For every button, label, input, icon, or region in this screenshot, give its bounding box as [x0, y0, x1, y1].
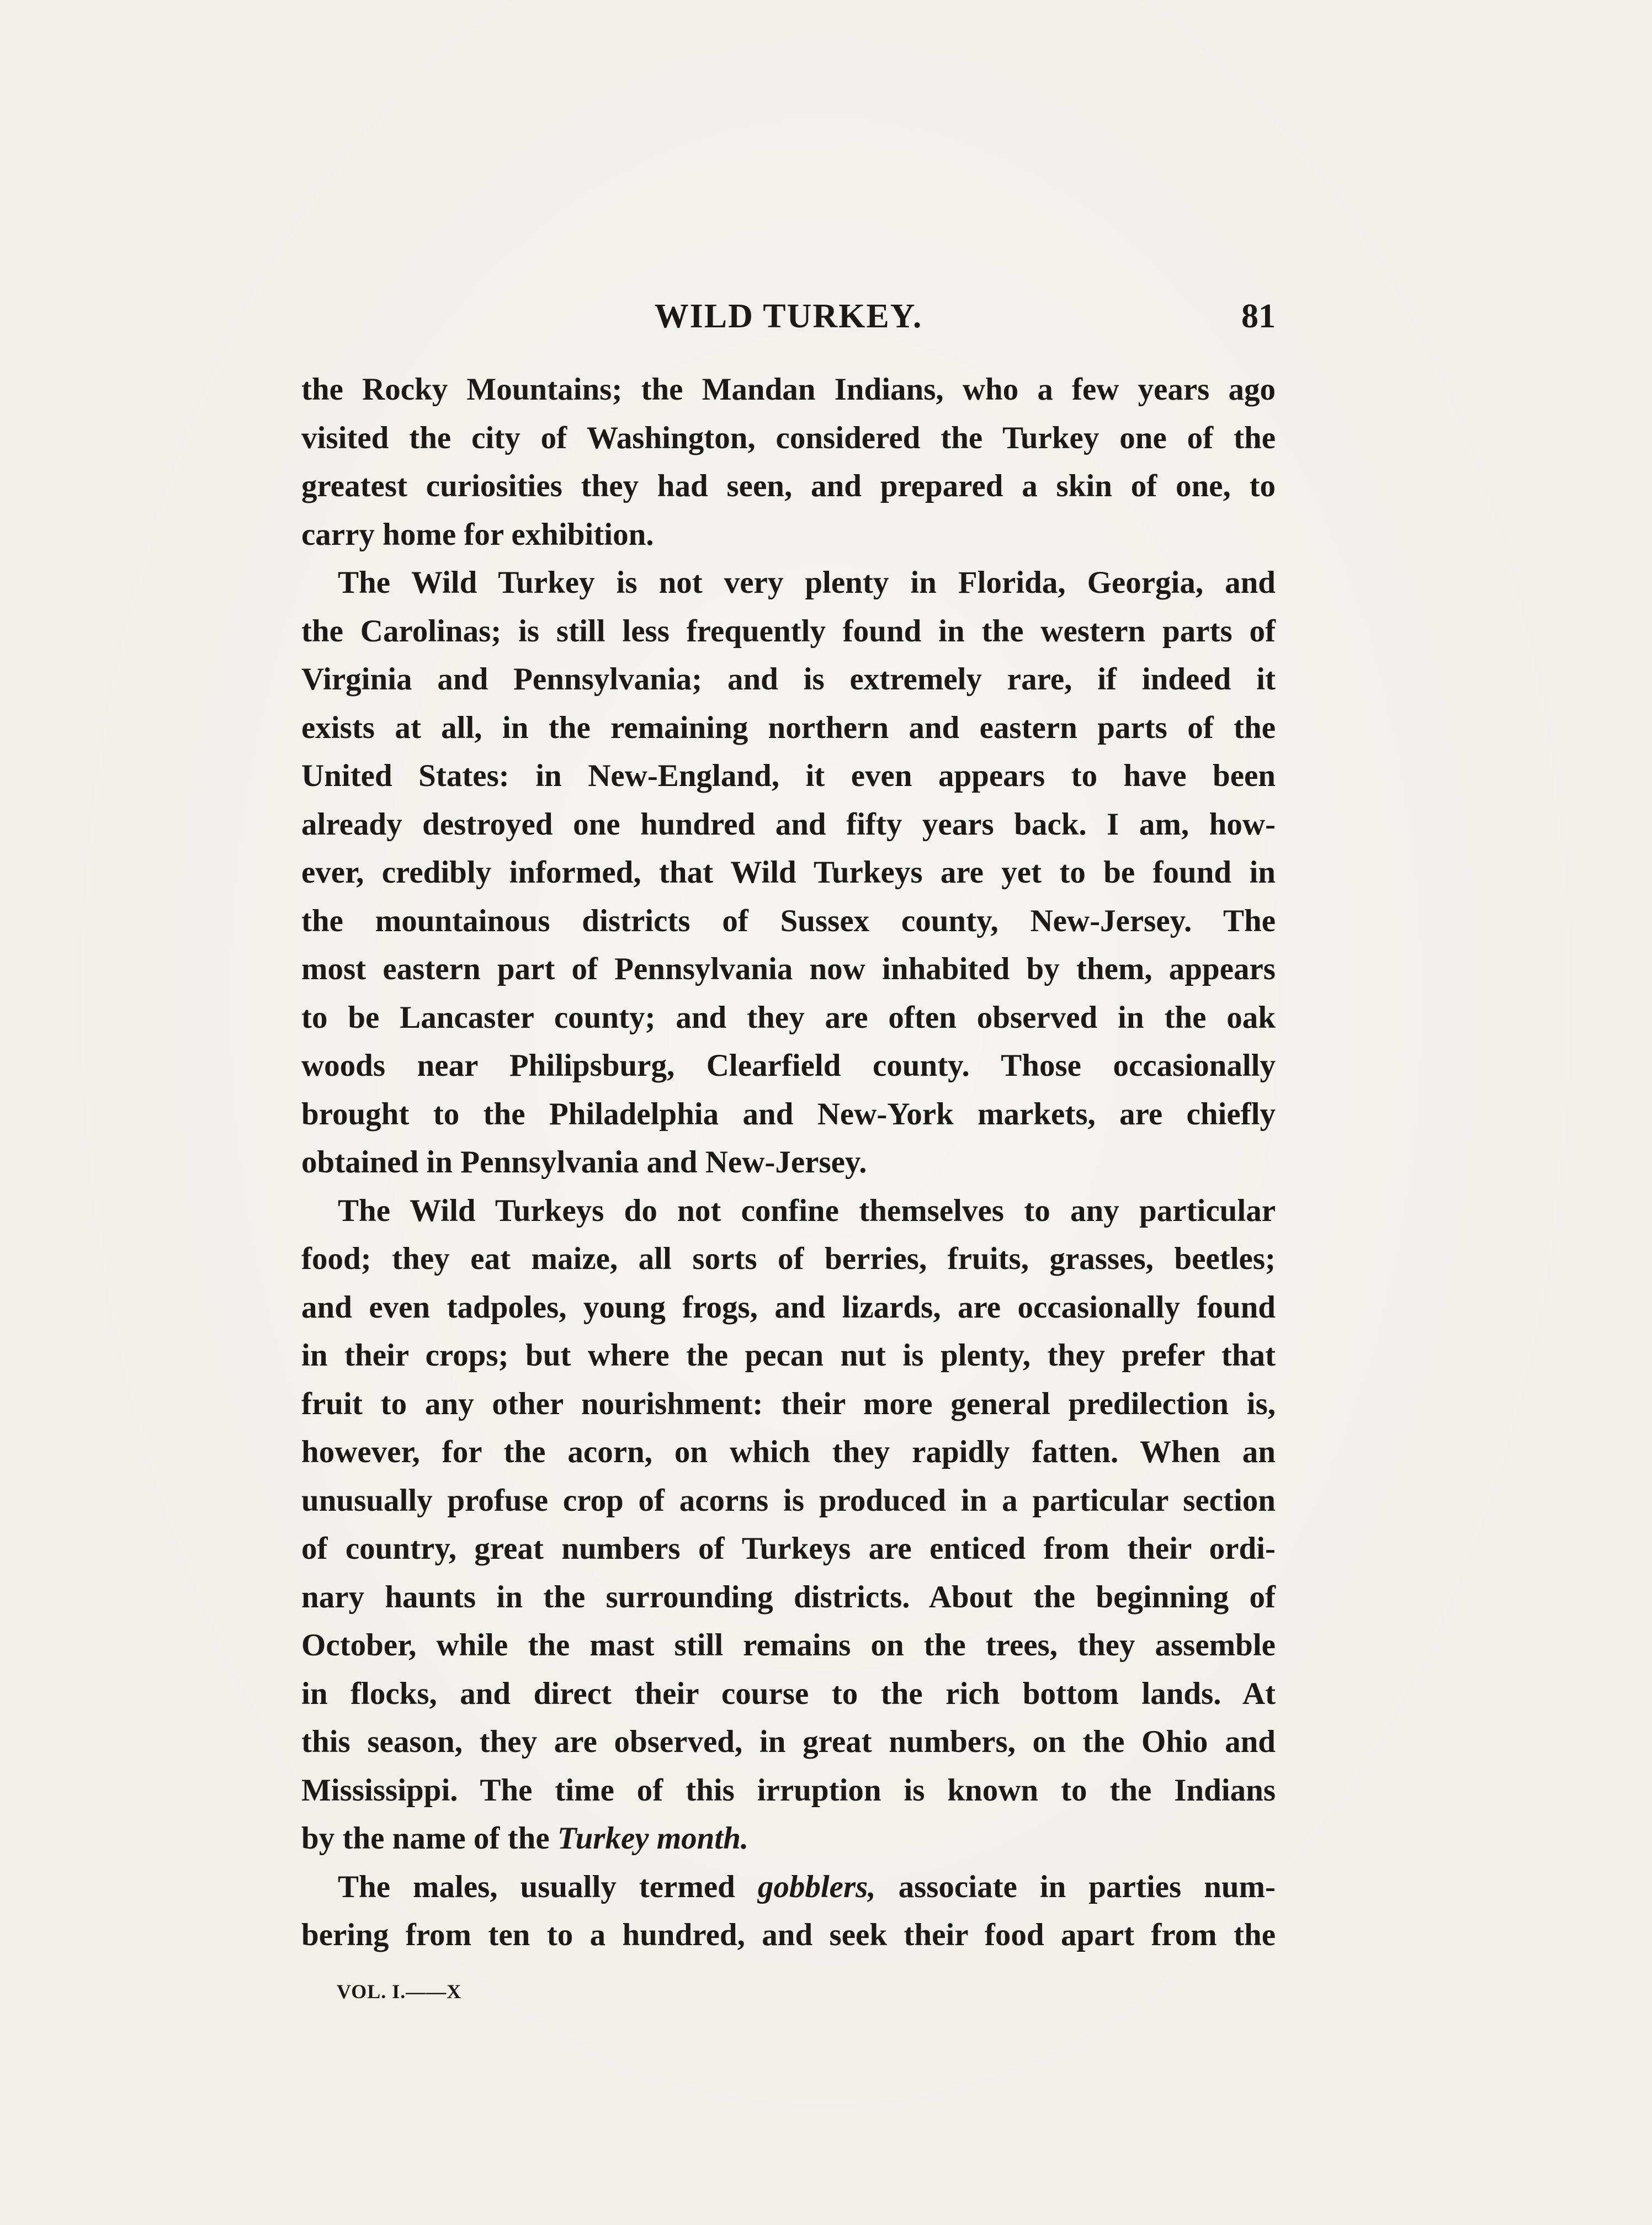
text-line: bering from ten to a hundred, and seek their food apart from the: [301, 1918, 1276, 1952]
text-line: the mountainous districts of Sussex county, New-Jersey. The: [301, 903, 1276, 938]
italic-phrase: Turkey month.: [557, 1821, 749, 1856]
page-header: [301, 291, 1276, 341]
running-title: WILD TURKEY.: [654, 298, 923, 335]
text-line: nary haunts in the surrounding districts. About the beginning of: [301, 1579, 1276, 1615]
signature-mark: VOL. I.——X: [337, 1980, 462, 2003]
text-line: carry home for exhibition.: [301, 517, 654, 552]
text-line: greatest curiosities they had seen, and prepared a skin of one, to: [301, 469, 1276, 503]
text-line-lead: by the name of the: [301, 1821, 557, 1856]
text-line: the Carolinas; is still less frequently found in the western parts of: [301, 613, 1276, 649]
page-number: 81: [1241, 298, 1276, 335]
text-line: and even tadpoles, young frogs, and lizards, are occasionally found: [301, 1289, 1276, 1325]
text-line: however, for the acorn, on which they rapidly fatten. When an: [301, 1435, 1276, 1469]
text-line: in flocks, and direct their course to the rich bottom lands. At: [301, 1676, 1276, 1711]
body-text: [301, 365, 1276, 1960]
text-line: Virginia and Pennsylvania; and is extremely rare, if indeed it: [301, 662, 1276, 697]
text-line: [301, 1863, 1276, 1911]
text-line-tail: associate in parties num-: [875, 1869, 1276, 1904]
text-line: food; they eat maize, all sorts of berries, fruits, grasses, beetles;: [301, 1241, 1276, 1276]
text-line: unusually profuse crop of acorns is produced in a particular section: [301, 1483, 1276, 1518]
text-line: in their crops; but where the pecan nut is plenty, they prefer that: [301, 1338, 1276, 1373]
text-line: The Wild Turkey is not very plenty in Florida, Georgia, and: [338, 565, 1276, 600]
text-line: woods near Philipsburg, Clearfield county. Those occasionally: [301, 1048, 1276, 1083]
text-line: ever, credibly informed, that Wild Turkeys are yet to be found in: [301, 855, 1276, 890]
text-line: the Rocky Mountains; the Mandan Indians, who a few years ago: [301, 372, 1276, 407]
text-line: to be Lancaster county; and they are often observed in the oak: [301, 1000, 1276, 1035]
text-line: visited the city of Washington, considered the Turkey one of the: [301, 420, 1276, 455]
text-line-lead: The males, usually termed: [338, 1869, 758, 1904]
text-line: of country, great numbers of Turkeys are enticed from their ordi-: [301, 1531, 1276, 1566]
text-line: already destroyed one hundred and fifty years back. I am, how-: [301, 806, 1276, 842]
text-line: October, while the mast still remains on the trees, they assemble: [301, 1628, 1276, 1663]
text-line: Mississippi. The time of this irruption is known to the Indians: [301, 1772, 1276, 1808]
italic-phrase: gobblers,: [757, 1869, 876, 1904]
text-line: this season, they are observed, in great numbers, on the Ohio and: [301, 1724, 1276, 1759]
text-line: most eastern part of Pennsylvania now inhabited by them, appears: [301, 952, 1276, 986]
text-line: brought to the Philadelphia and New-York markets, are chiefly: [301, 1096, 1276, 1132]
text-line: exists at all, in the remaining northern and eastern parts of the: [301, 710, 1276, 745]
text-line: obtained in Pennsylvania and New-Jersey.: [301, 1145, 867, 1180]
text-line: [301, 1814, 1276, 1863]
text-line: United States: in New-England, it even appears to have been: [301, 758, 1276, 793]
text-line: fruit to any other nourishment: their more general predilection is,: [301, 1386, 1276, 1421]
text-line: The Wild Turkeys do not confine themselves to any particular: [338, 1193, 1276, 1228]
